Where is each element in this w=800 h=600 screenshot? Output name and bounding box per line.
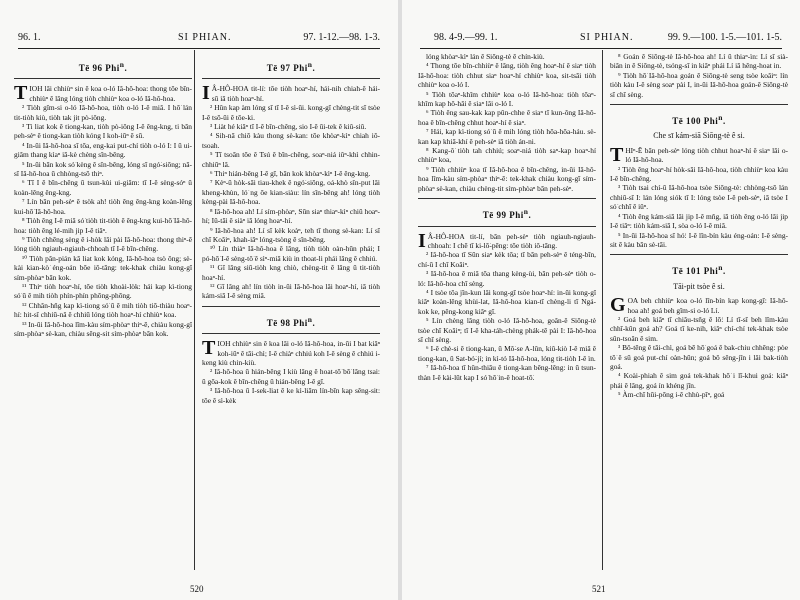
verse: ⁵ In-ūi Iâ-hô-hoa sī hó͘: I-ê lîn-bín kàu éng-oán: I-ê sèng-sit ē kàu bān sè-tāi. [610, 230, 788, 249]
verse: ⁸ Tiòh êng I-ê miâ só͘ tiòh tit-tiòh ê êng-kng kui-hō͘ Iâ-hô-hoa: tiòh êng lé-mih jip I-ê tiâⁿ. [14, 216, 192, 235]
right-header-chapters: 98. 4-9.—99. 1. [434, 32, 498, 43]
verse-list [610, 143, 788, 249]
verse-list [610, 296, 788, 399]
psalm-heading: Tē 97 Phi$^n$. [266, 60, 316, 73]
psalm-heading: Tē 100 Phi$^n$. [672, 113, 726, 127]
verse: ³ Iâ-hô-hoa ū I-sek-liat ê ke kì-liām lín-bīn kap sêng-sit: tōe ê sì-kėk [202, 386, 380, 405]
verse: ⁴ Sih-nā chiō kàu thong sè-kan: tōe khòaⁿ-kìⁿ chiah iô-tsoah. [202, 131, 380, 150]
psalm-heading: Tē 101 Phi$^n$. [672, 263, 726, 277]
verse: ² Iâ-hô-hoa tī Sūn siaⁿ kèk tōa; tī bān peh-sèⁿ ê téng-bīn, chí-ū I chī Koâiⁿ. [418, 250, 596, 269]
verse: ¹⁰ Lín thiàⁿ Iâ-hô-hoa ê lâng, tiòh tiòh oàn-hūn phái; I pó-hō͘ I-ê sèng-tô͘ ê sìⁿ-miā kiù in thoat-li phái lâng ê chhiú. [202, 244, 380, 263]
verse-list [202, 84, 380, 300]
heading-rule [418, 198, 596, 199]
verse: ¹⁰ Tiòh pân-pián kā liat kok kóng, Iâ-hô-hoa tsò ông; sè-kài kian-kò͘ éng-oán bōe iô-tāng: tek-khak chiàu kong-gī sím-phòaⁿ bān kok. [14, 253, 192, 282]
psalm-heading: Tē 96 Phi$^n$. [78, 60, 128, 73]
verse: ² Hûn kap àm lóng sī tī I-ê sì-ūi. kong-gī chèng-tit sī tsòe I-ê tsō-ūi ê tōe-ki. [202, 103, 380, 122]
left-header-title: SI PHIAN. [178, 32, 232, 43]
verse: ¹¹ Gī lâng siū-tiòh kng chiò, chèng-tit ê lâng ū tit-tiòh hoaⁿ-hí. [202, 263, 380, 282]
verse: ⁷ Iâ-hô-hoa tī hûn-thiāu ê tiong-kan bêng-lêng: in ū tsun-thàn I-ê kài-lūt kap I só͘ hō͘ in-ê hoat-tō͘. [418, 363, 596, 382]
verse-list [418, 52, 596, 193]
page-number: 520 [190, 584, 204, 594]
verse: ⁵ Tī tsoān tōe ê Tsú ê bīn-chêng, soaⁿ-niá iûⁿ-khì chhin-chhiūⁿ lâ. [202, 150, 380, 169]
verse: ³ Iâ-hô-hoa ê miâ tōa thang kèng-ùi, bān peh-sèⁿ tiòh o-ló: Iâ-hô-hoa chī sèng. [418, 269, 596, 288]
heading-rule [202, 333, 380, 334]
verse: ¹² Gī lâng ah! lín tiòh in-ūi Iâ-hô-hoa lâi hoaⁿ-hí, iā tiòh kám-siā I-ê sèng miâ. [202, 281, 380, 301]
verse: ⁸ Goán ê Siōng-tè Iâ-hô-hoa ah! Lí ū thiaⁿ-ìn: Lí sī sià-biân in ê Siōng-tè, tsóng-sī in kiâⁿ phái Lí iā hêng-hoat in. [610, 52, 788, 71]
verse: ¹² Chhân-hn̂g kap kì-tiong só͘ ū ê mih tiòh tiō-thiàu hoaⁿ-hí: hit-sî chhiū-nâ ê chhiū lóng tiòh hoaⁿ-hí chhiùⁿ koa. [14, 300, 192, 320]
drop-cap: I [418, 229, 426, 252]
verse: I Â-HÔ-HOA tit-lí, bān peh-sèⁿ tiòh ngiauh-ngiauh-chhoah: I chē tī ki-lō͘-pēng: tōe tiòh iô-tāng. [418, 229, 596, 252]
drop-cap: T [14, 82, 28, 105]
left-col-1 [14, 52, 192, 582]
heading-rule [14, 78, 192, 79]
heading-rule [610, 104, 788, 105]
heading-rule [610, 254, 788, 255]
verse: THIⁿ-Ē bān peh-sèⁿ lóng tiòh chhut hoaⁿ-hí ê siaⁿ lâi o-ló Iâ-hô-hoa. [610, 143, 788, 166]
verse: lóng khòaⁿ-kìⁿ lán ê Siōng-tè ê chín-kiù. [426, 52, 545, 61]
drop-cap: T [202, 337, 216, 360]
verse: ⁹ Tiòh chhiùⁿ koa tī Iâ-hô-hoa ê bīn-chêng, in-ūi Iâ-hô-hoa lîm-kàu sím-phòaⁿ thiⁿ-ē: tek-khak chiàu kong-gī sím-phòaⁿ sè-kan, chiàu chèng-tit sím-phòaⁿ bān peh-sèⁿ. [418, 164, 596, 193]
verse-list [14, 84, 192, 338]
verse-list [202, 339, 380, 405]
verse: TIOH lâi chhiùⁿ sin ê koa o-ló Iâ-hô-hoa: thong tōe bīn-chhiùⁿ ê lâng lóng tiòh chhiùⁿ koa o-ló Iâ-hô-hoa. [14, 82, 192, 105]
verse: ³ Tiòh tsai chí-ū Iâ-hô-hoa tsòe Siōng-tè: chhòng-tsō lán chhiū-sī I: lán lóng siók tī I: lóng tsòe I-ê peh-sèⁿ, iā tsòe I só͘ chhī ê iûⁿ. [610, 183, 788, 212]
right-header-title: SI PHIAN. [580, 32, 634, 43]
drop-cap: G [610, 294, 626, 317]
verse-list [610, 52, 788, 99]
right-header [420, 32, 782, 46]
left-header-range: 97. 1-12.—98. 1-3. [303, 32, 380, 43]
verse: ⁹ Tiòh chhēng sèng ê i-hòk lâi pài Iâ-hô-hoa: thong thiⁿ-ē lóng tiòh ngiauh-ngiauh-chhoah tī I-ê bīn-chêng. [14, 234, 192, 254]
verse: ⁵ Tiòh tōaⁿ-khîm chhiùⁿ koa o-ló Iâ-hô-hoa: tiòh tōaⁿ-khîm kap hô-hâi ê siaⁿ lâi o-ló I. [418, 89, 596, 109]
left-page [0, 0, 398, 600]
verse: ⁶ I-ê chè-si ê tiong-kan, ū Mô͘-se A-lûn, kiû-kiò I-ê miâ ê tiong-kan, ū Sat-bó͘-jí; in kì-tó Iâ-hô-hoa, lóng tit-tiòh I-ê ìn. [418, 344, 596, 363]
right-header-range: 99. 9.—100. 1-5.—101. 1-5. [667, 32, 782, 43]
header-rule [18, 48, 380, 49]
verse: ⁷ Hái, kap kì-tiong só͘ ū ê mih lóng tiòh hōa-hōa-háu. sè-kan kap khiā-khí ê peh-sèⁿ iā tiòh án-ni. [418, 127, 596, 146]
verse: ⁴ In-ūi Iâ-hô-hoa sī tōa, eng-kai put-chí tiòh o-ló I: I ū ui-giâm thang kìaⁿ iā-kè chèng sîn-bêng. [14, 140, 192, 160]
drop-cap: T [610, 143, 624, 166]
left-header [18, 32, 380, 46]
psalm-heading: Tē 99 Phi$^n$. [482, 207, 532, 221]
verse: ⁶ Thiⁿ hián-bêng I-ê gī, bān kok khòaⁿ-kìⁿ I-ê êng-kng. [210, 169, 371, 179]
verse: GOA beh chhiùⁿ koa o-ló lîn-bín kap kong-gī: Iâ-hô-hoa ah! goá beh gîm-si o-ló Lí. [610, 294, 788, 317]
psalm-subtitle: Tāi-pit tsòe ê si. [673, 281, 725, 291]
psalm-subtitle: Che sī kám-siā Siōng-tè ê si. [653, 131, 745, 141]
verse: ⁹ Tiòh hō͘ Iâ-hô-hoa goán ê Siōng-tè seng tsòe koâiⁿ: lín tiòh kàu I-ê sèng soaⁿ pài I, in-ūi Iâ-hô-hoa goán-ê Siōng-tè sī chī sèng. [610, 70, 788, 99]
right-page [402, 0, 800, 600]
verse: ³ Bô-tēng ê tāi-chì, goá bē hō͘ goá ê bak-chiu chhēng: pòe tō͘ ê sū goá put-chí oàn-hūn; goá bô sêng-jîn i lâi bak-tiòh goá. [610, 343, 788, 371]
verse: TIOH chhiùⁿ sin ê koa lâi o-ló Iâ-hô-hoa, in-ūi I bat kiâⁿ koh-iūⁿ ê tāi-chì; I-ê chiàⁿ chhiú koh I-ê sèng ê chhiú i-keng kiù chin-kiù. [202, 337, 380, 367]
verse: ⁶ Tiòh êng sau-kak kap pûn-chhe ê siaⁿ tī kun-ông Iâ-hô-hoa ê bīn-chêng chhut hoaⁿ-hí ê siaⁿ. [418, 108, 596, 127]
heading-rule [202, 306, 380, 307]
left-col-2 [202, 52, 380, 582]
left-header-chapters: 96. 1. [18, 32, 41, 43]
verse: ² Goá beh kiâⁿ tī chiâu-tsn̂g ê lō͘: Lí tī-sī beh lîm-kàu chhī-kûn goá ah? Goá tī ke-nih, kiâⁿ chí-chí tek-khak tsòe sûn-tsoân ê sim. [610, 314, 788, 343]
verse: ⁴ I tsòe tōa jîn-kun lâi kong-gī tsòe hoaⁿ-hí: in-ūi kong-gī kiâⁿ koàn-lêng khùi-lat, Iâ-hô-hoa kian-tī chèng-li tī Ngá-kok ke, pêng-kong kiâⁿ gī. [418, 287, 596, 316]
verse: ⁷ Kèⁿ-ū hòk-sāi tiau-khek ê ngó͘-siōng, oá-khò sîn-put lâi kheng-khùn, ló͘ ng ōe kian-siàu: lín sîn-bêng ah! lóng tiòh kèng-pài Iâ-hô-hoa. [202, 178, 380, 207]
column-divider [194, 50, 195, 570]
verse: ¹¹ Thiⁿ tiòh hoaⁿ-hí, tōe tiòh khoài-lòk: hái kap kì-tiong só͘ ū ê mih tiòh phín-phín phōng-phōng. [14, 281, 192, 301]
heading-rule [202, 78, 380, 79]
column-divider [602, 50, 603, 570]
verse: ⁴ Tiòh êng kám-siā lâi jip I-ê mn̂g, iā tiòh êng o-ló lâi jip I-ê tiâⁿ: tiòh kám-siā I, sòa o-ló I-ê miâ. [610, 211, 788, 231]
verse: ² Tiòh êng hoaⁿ-hí hòk-sāi Iâ-hô-hoa, tiòh chhiùⁿ koa kàu I-ê bīn-chêng. [610, 164, 788, 184]
right-col-2 [610, 52, 788, 582]
verse: ⁵ In-ūi bān kok só͘ kèng ê sîn-bêng, lóng sī ngó͘-siōng; nā-sī Iâ-hô-hoa ū chhòng-tsō thiⁿ. [14, 159, 192, 179]
verse: ⁵ Lín chèng lâng tiòh o-ló Iâ-hô-hoa, goân-ê Siōng-tè tsòe chī Koâiⁿ; tī I-ê kha-táh-chèng phák-tē pài I: Iâ-hô-hoa sī chī sèng. [418, 316, 596, 344]
page-number: 521 [592, 584, 606, 594]
verse: ² Iâ-hô-hoa ū hián-bêng I kiù lâng ê hoat-tō͘ bō͘ lâng tsai: ū gōa-kok ê bīn-chêng ū hián-bêng I-ê gī. [202, 367, 380, 386]
verse: ⁵ Àm-chī hūi-pōng i-ê chhù-pīⁿ, goá [618, 390, 725, 400]
verse-list [418, 229, 596, 383]
verse: ⁹ Iâ-hô-hoa ah! Lí sī kèk koàⁿ, teh tī thong sè-kan: Lí sī chī Koâiⁿ, khah-iâⁿ lóng-tsòng ê sîn-bêng. [202, 225, 380, 244]
verse: ⁴ Thong tōe bīn-chhiùⁿ ê lâng, tiòh êng hoaⁿ-hí ê siaⁿ tiòh Iâ-hô-hoa: tiòh chhut siaⁿ hoaⁿ-hí chhiùⁿ koa, sit-tsāi tiòh chhiùⁿ koa o-ló I. [418, 61, 596, 90]
drop-cap: I [202, 82, 210, 105]
verse: ³ Liàt hé kiâⁿ tī I-ê bīn-chêng, sio I-ê ūi-tek ê kiû-siû. [210, 122, 367, 132]
right-col-1 [418, 52, 596, 582]
header-rule [420, 48, 782, 49]
verse: ³ Ti liat kok ê tiong-kan, tiòh pò-iông I-ê êng-kng, ti bān peh-sèⁿ ê tiong-kan tiòh kóng I koh-iūⁿ ê sū. [14, 122, 192, 141]
psalm-heading: Tē 98 Phi$^n$. [266, 314, 316, 328]
verse: ⁷ Lín bān peh-sèⁿ ê tsòk ah! tiòh êng êng-kng koàn-lêng kui-hō͘ Iâ-hô-hoa. [14, 197, 192, 216]
verse: I Â-HÔ-HOA tit-lí: tōe tiòh hoaⁿ-hí, hái-nih chiah-ê hái-sū iā tiòh hoaⁿ-hí. [202, 82, 380, 105]
heading-rule [418, 226, 596, 227]
verse: ² Tiòh gîm-si o-ló Iâ-hô-hoa, tiòh o-ló I-ê miâ. I hō͘ lán tit-tiòh kiù, tiòh tak jit pò-iông. [14, 103, 192, 122]
verse: ¹³ In-ūi Iâ-hô-hoa lîm-kàu sím-phòaⁿ thiⁿ-ē, chiàu kong-gī sím-phòaⁿ sè-kan, chiàu sêng-sit sím-phòaⁿ bān kok. [14, 319, 192, 338]
verse: ⁸ Kang-ô͘ tiòh tah chhiú; soaⁿ-niá tiòh saⁿ-kap hoaⁿ-hí chhiùⁿ koa, [418, 146, 596, 165]
verse: ⁸ Iâ-hô-hoa ah! Lí sím-phòaⁿ, Sūn siaⁿ thiaⁿ-kìⁿ chiū hoaⁿ-hí; Iû-tāi ê siàⁿ iā lóng hoaⁿ-hí. [202, 206, 380, 226]
verse: ⁴ Koài-phiah ê sim goá tek-khak hō͘ i lī-khui goá: kiâⁿ phái ê lâng, goá ín khéng jīn. [610, 371, 788, 390]
verse: ⁶ Tī I ê bīn-chêng ū tsun-kùi ui-giâm: tī I-ê sèng-sóⁿ ū koàn-lêng êng-kng. [14, 178, 192, 197]
